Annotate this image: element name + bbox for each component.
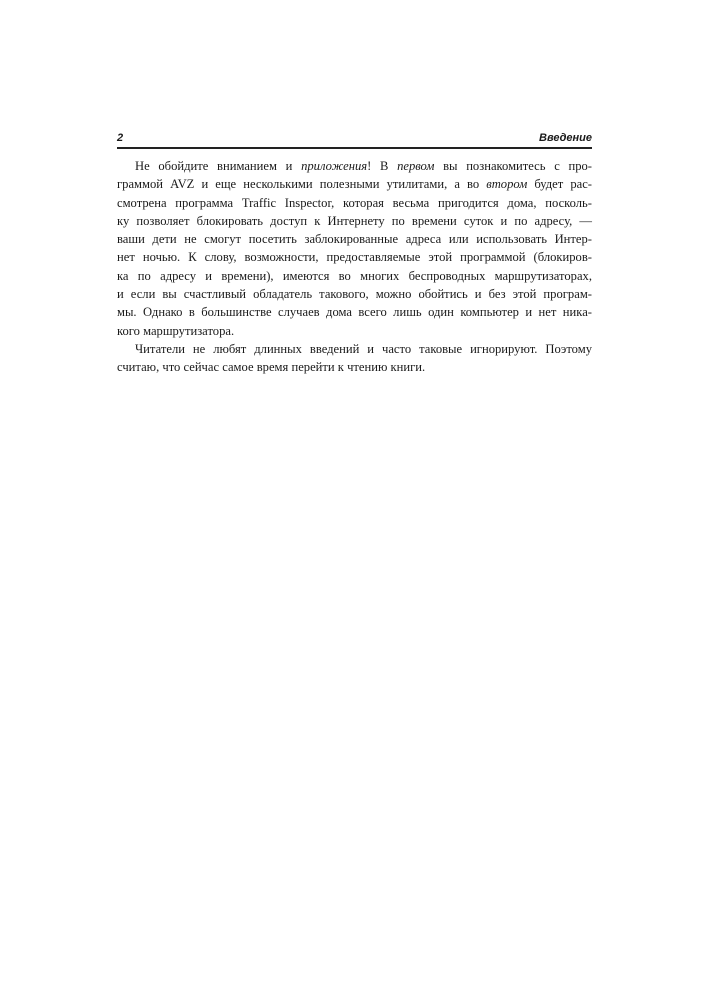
page-number: 2 bbox=[117, 132, 124, 144]
text-segment: считаю, что сейчас самое время перейти к чтению книги. bbox=[117, 360, 426, 375]
emphasis-text: приложения bbox=[301, 159, 368, 173]
text-line bbox=[117, 322, 592, 340]
body-text bbox=[117, 157, 592, 377]
text-segment: Читатели не любят длинных введений и часто таковые игнорируют. Поэтому bbox=[135, 341, 592, 356]
text-line bbox=[117, 303, 592, 321]
paragraph bbox=[117, 157, 592, 340]
text-segment: кого маршрутизатора. bbox=[117, 323, 235, 338]
text-segment: ка по адресу и времени), имеются во многих беспроводных маршрутизаторах, bbox=[117, 268, 592, 283]
text-segment: мы. Однако в большинстве случаев дома всего лишь один компьютер и нет ника- bbox=[117, 305, 592, 320]
text-segment: граммой AVZ и еще несколькими полезными утилитами, а во bbox=[117, 177, 487, 192]
text-line bbox=[117, 248, 592, 266]
text-segment: будет рас- bbox=[527, 177, 593, 192]
text-segment: нет ночью. К слову, возможности, предоставляемые этой программой (блокиров- bbox=[117, 250, 592, 265]
text-line bbox=[117, 230, 592, 248]
text-line bbox=[117, 340, 592, 358]
text-line bbox=[117, 267, 592, 285]
text-line bbox=[117, 157, 592, 175]
running-title: Введение bbox=[539, 132, 592, 144]
text-segment: смотрена программа Traffic Inspector, которая весьма пригодится дома, посколь- bbox=[117, 195, 592, 210]
page-header bbox=[117, 131, 592, 149]
text-line bbox=[117, 285, 592, 303]
text-line bbox=[117, 175, 592, 193]
text-segment: ку позволяет блокировать доступ к Интернету по времени суток и по адресу, — bbox=[117, 213, 592, 228]
text-line bbox=[117, 194, 592, 212]
text-line bbox=[117, 212, 592, 230]
text-line bbox=[117, 358, 592, 376]
paragraph bbox=[117, 340, 592, 377]
text-segment: вы познакомитесь с про- bbox=[434, 159, 592, 173]
text-segment: Не обойдите вниманием и bbox=[135, 159, 302, 173]
text-segment: и если вы счастливый обладатель такового, можно обойтись и без этой програм- bbox=[117, 287, 592, 302]
emphasis-text: первом bbox=[397, 159, 435, 173]
text-segment: ваши дети не смогут посетить заблокированные адреса или использовать Интер- bbox=[117, 232, 592, 247]
text-segment: ! В bbox=[367, 159, 398, 173]
emphasis-text: втором bbox=[486, 177, 528, 192]
